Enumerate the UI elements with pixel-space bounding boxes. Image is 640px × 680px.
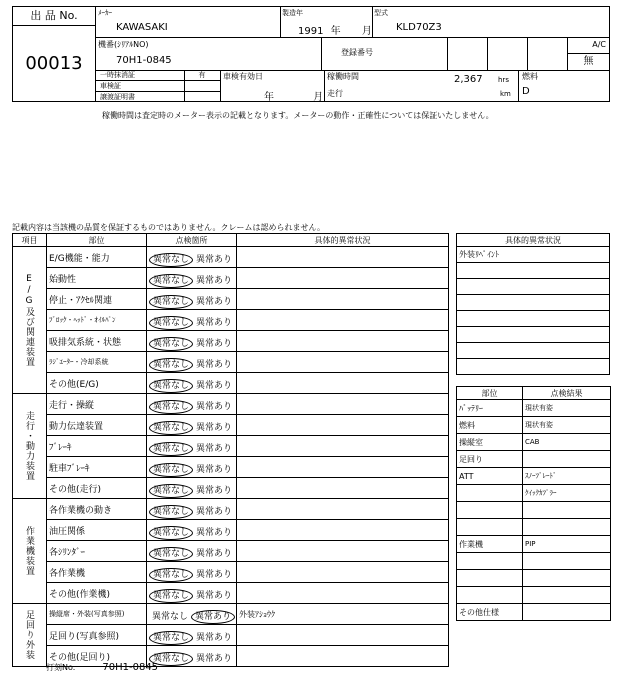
inspection-row bbox=[13, 436, 449, 457]
result-row bbox=[457, 417, 611, 434]
lot-number: 00013 bbox=[25, 53, 83, 74]
detail-row bbox=[457, 279, 610, 295]
part-cell: その他(走行) bbox=[47, 478, 147, 499]
result-value bbox=[523, 604, 611, 621]
detail-row bbox=[457, 263, 610, 279]
check-cell bbox=[147, 499, 237, 520]
status-ng: 異常あり bbox=[196, 654, 233, 664]
right-detail-title: 具体的異常状況 bbox=[457, 234, 610, 247]
status-ng: 異常あり bbox=[196, 465, 233, 475]
lot-label: 出 品 No. bbox=[13, 7, 95, 26]
result-value: CAB bbox=[523, 434, 611, 451]
part-cell: 各作業機 bbox=[47, 562, 147, 583]
col-item-header: 項目 bbox=[13, 234, 47, 247]
check-cell bbox=[147, 352, 237, 373]
status-ng: 異常あり bbox=[196, 381, 233, 391]
detail-text bbox=[457, 311, 610, 327]
col-detail-header: 具体的異常状況 bbox=[237, 234, 449, 247]
check-cell bbox=[147, 394, 237, 415]
ac-value: 無 bbox=[583, 56, 594, 67]
detail-cell bbox=[237, 415, 449, 436]
header-grid bbox=[96, 6, 610, 102]
check-cell bbox=[147, 373, 237, 394]
detail-cell bbox=[237, 247, 449, 268]
inspection-row bbox=[13, 604, 449, 625]
part-cell: その他(足回り) bbox=[47, 646, 147, 667]
reg-box-3 bbox=[527, 37, 568, 71]
inspection-row bbox=[13, 268, 449, 289]
model-cell bbox=[372, 7, 610, 38]
status-ok: 異常なし bbox=[149, 358, 193, 372]
header-section bbox=[12, 6, 610, 108]
stamp-number: 70H1-0845 bbox=[102, 662, 159, 673]
result-part bbox=[457, 502, 523, 519]
part-cell: 油圧関係 bbox=[47, 520, 147, 541]
reg-box-1 bbox=[447, 37, 488, 71]
result-part bbox=[457, 587, 523, 604]
detail-row bbox=[457, 327, 610, 343]
result-part: その他仕様 bbox=[457, 604, 523, 621]
part-cell: 走行・操縦 bbox=[47, 394, 147, 415]
check-cell bbox=[147, 646, 237, 667]
inspection-row bbox=[13, 352, 449, 373]
status-ok: 異常なし bbox=[149, 463, 193, 477]
year-label: 製造年 bbox=[282, 9, 303, 17]
detail-text bbox=[457, 279, 610, 295]
status-ok: 異常なし bbox=[149, 337, 193, 351]
status-ng: 異常あり bbox=[196, 591, 233, 601]
status-ng: 異常あり bbox=[196, 528, 233, 538]
maker-label: ﾒｰｶｰ bbox=[98, 9, 112, 17]
part-cell: 吸排気系統・状態 bbox=[47, 331, 147, 352]
result-row bbox=[457, 604, 611, 621]
status-ok: 異常なし bbox=[149, 442, 193, 456]
detail-cell bbox=[237, 331, 449, 352]
detail-cell bbox=[237, 289, 449, 310]
check-cell bbox=[147, 415, 237, 436]
result-row bbox=[457, 434, 611, 451]
hours-value: 2,367 bbox=[454, 74, 483, 85]
model-value: KLD70Z3 bbox=[396, 22, 442, 33]
reg-cell bbox=[321, 37, 448, 71]
status-ok: 異常なし bbox=[149, 253, 193, 267]
inspection-row bbox=[13, 562, 449, 583]
inspection-row bbox=[13, 394, 449, 415]
inspection-expiry-cell bbox=[220, 70, 325, 102]
hours-label: 稼働時間 bbox=[327, 72, 359, 81]
result-part bbox=[457, 570, 523, 587]
result-value: PIP bbox=[523, 536, 611, 553]
status-ng: 異常あり bbox=[196, 570, 233, 580]
reg-box-2 bbox=[487, 37, 528, 71]
status-ok: 異常なし bbox=[149, 421, 193, 435]
detail-cell bbox=[237, 499, 449, 520]
detail-text bbox=[457, 295, 610, 311]
result-part: ATT bbox=[457, 468, 523, 485]
status-ok: 異常なし bbox=[149, 652, 193, 666]
detail-cell bbox=[237, 583, 449, 604]
result-row bbox=[457, 553, 611, 570]
result-part bbox=[457, 485, 523, 502]
detail-cell bbox=[237, 562, 449, 583]
status-ok: 異常なし bbox=[149, 631, 193, 645]
result-part bbox=[457, 553, 523, 570]
detail-cell bbox=[237, 541, 449, 562]
result-value: ｸｲｯｸｶﾌﾟﾗｰ bbox=[523, 485, 611, 502]
detail-row bbox=[457, 343, 610, 359]
check-cell bbox=[147, 604, 237, 625]
status-ng: 異常あり bbox=[196, 444, 233, 454]
year-value: 1991 bbox=[298, 26, 324, 37]
detail-row bbox=[457, 359, 610, 375]
inspection-row bbox=[13, 289, 449, 310]
result-value bbox=[523, 570, 611, 587]
result-row bbox=[457, 485, 611, 502]
check-cell bbox=[147, 457, 237, 478]
status-ng: 異常あり bbox=[196, 276, 233, 286]
detail-cell: 外装ｱｼｮｳｸ bbox=[237, 604, 449, 625]
inspection-table bbox=[12, 233, 449, 667]
reg-label: 登録番号 bbox=[341, 48, 373, 57]
check-cell bbox=[147, 583, 237, 604]
inspection-row bbox=[13, 457, 449, 478]
transfer-cert-label: 譲渡証明書 bbox=[100, 93, 135, 101]
inspection-row bbox=[13, 499, 449, 520]
inspection-row bbox=[13, 541, 449, 562]
transfer-cert-mark bbox=[184, 92, 220, 102]
detail-cell bbox=[237, 478, 449, 499]
result-col-part: 部位 bbox=[457, 387, 523, 400]
status-ok: 異常なし bbox=[149, 568, 193, 582]
col-part-header: 部位 bbox=[47, 234, 147, 247]
result-row bbox=[457, 468, 611, 485]
fuel-value: D bbox=[522, 86, 530, 97]
ac-label-cell bbox=[567, 37, 610, 54]
km-unit: km bbox=[500, 90, 511, 98]
inspection-cert-mark bbox=[184, 81, 220, 92]
status-ng: 異常あり bbox=[196, 255, 233, 265]
result-value bbox=[523, 553, 611, 570]
detail-text bbox=[457, 327, 610, 343]
status-ng: 異常あり bbox=[196, 486, 233, 496]
ac-label: A/C bbox=[592, 40, 606, 49]
check-cell bbox=[147, 625, 237, 646]
col-check-header: 点検箇所 bbox=[147, 234, 237, 247]
detail-cell bbox=[237, 646, 449, 667]
inspection-row bbox=[13, 583, 449, 604]
detail-cell bbox=[237, 625, 449, 646]
status-ok: 異常なし bbox=[149, 274, 193, 288]
year-unit: 年 bbox=[330, 26, 341, 37]
cert-marks bbox=[184, 70, 221, 102]
result-part bbox=[457, 519, 523, 536]
result-part: 足回り bbox=[457, 451, 523, 468]
check-cell bbox=[147, 562, 237, 583]
status-ok: 異常なし bbox=[149, 295, 193, 309]
status-ok: 異常なし bbox=[149, 379, 193, 393]
maker-cell bbox=[96, 7, 281, 38]
group-label: 足回り外装 bbox=[13, 604, 47, 667]
part-cell: 駐車ﾌﾞﾚｰｷ bbox=[47, 457, 147, 478]
part-cell: 始動性 bbox=[47, 268, 147, 289]
part-cell: 足回り(写真参照) bbox=[47, 625, 147, 646]
check-cell bbox=[147, 247, 237, 268]
detail-text bbox=[457, 343, 610, 359]
status-ok: 異常なし bbox=[149, 316, 193, 330]
status-ok: 異常なし bbox=[149, 505, 193, 519]
travel-label: 走行 bbox=[327, 89, 343, 98]
part-cell: 動力伝達装置 bbox=[47, 415, 147, 436]
result-row bbox=[457, 502, 611, 519]
detail-row bbox=[457, 247, 610, 263]
detail-cell bbox=[237, 436, 449, 457]
result-part: 燃料 bbox=[457, 417, 523, 434]
inspection-row bbox=[13, 310, 449, 331]
inspection-month: 月 bbox=[313, 92, 324, 103]
status-ok: 異常なし bbox=[149, 547, 193, 561]
serial-cell bbox=[96, 37, 322, 71]
year-cell bbox=[280, 7, 373, 38]
group-label: 作業機装置 bbox=[13, 499, 47, 604]
result-row bbox=[457, 451, 611, 468]
result-value: 現状有姿 bbox=[523, 400, 611, 417]
detail-text: 外装ﾘﾍﾟｲﾝﾄ bbox=[457, 247, 610, 263]
status-ng: 異常あり bbox=[191, 610, 235, 624]
result-col-result: 点検結果 bbox=[523, 387, 611, 400]
check-cell bbox=[147, 520, 237, 541]
hours-note: 稼働時間は査定時のメーター表示の記載となります。メーターの動作・正確性については保証いたしません。 bbox=[102, 111, 494, 120]
status-ng: 異常あり bbox=[196, 633, 233, 643]
check-cell bbox=[147, 310, 237, 331]
status-ng: 異常あり bbox=[196, 297, 233, 307]
inspection-expiry-label: 車検有効日 bbox=[223, 72, 263, 81]
group-label: E/G及び関連装置 bbox=[13, 247, 47, 394]
result-value: 現状有姿 bbox=[523, 417, 611, 434]
fuel-cell bbox=[518, 70, 610, 102]
detail-row bbox=[457, 295, 610, 311]
right-result-table bbox=[456, 386, 611, 621]
right-detail-table bbox=[456, 233, 610, 375]
status-ng: 異常あり bbox=[196, 402, 233, 412]
status-ng: 異常あり bbox=[196, 360, 233, 370]
result-value: ｽﾉｰﾌﾞﾚｰﾄﾞ bbox=[523, 468, 611, 485]
month-unit: 月 bbox=[361, 26, 372, 37]
inspection-cert-label: 車検証 bbox=[96, 81, 184, 92]
temp-permit-mark: 有 bbox=[184, 70, 220, 81]
detail-cell bbox=[237, 310, 449, 331]
result-row bbox=[457, 400, 611, 417]
inspection-row bbox=[13, 520, 449, 541]
detail-text bbox=[457, 359, 610, 375]
check-cell bbox=[147, 436, 237, 457]
detail-cell bbox=[237, 373, 449, 394]
part-cell: ﾌﾞﾛｯｸ・ﾍｯﾄﾞ・ｵｲﾙﾊﾟﾝ bbox=[47, 310, 147, 331]
maker-value: KAWASAKI bbox=[116, 22, 168, 33]
status-ng: 異常あり bbox=[196, 549, 233, 559]
result-row bbox=[457, 570, 611, 587]
status-ok: 異常なし bbox=[149, 484, 193, 498]
part-cell: その他(E/G) bbox=[47, 373, 147, 394]
result-value bbox=[523, 587, 611, 604]
part-cell: E/G機能・能力 bbox=[47, 247, 147, 268]
result-part: 作業機 bbox=[457, 536, 523, 553]
model-label: 型式 bbox=[374, 9, 388, 17]
inspection-row bbox=[13, 478, 449, 499]
result-row bbox=[457, 536, 611, 553]
detail-text bbox=[457, 263, 610, 279]
fuel-label: 燃料 bbox=[522, 72, 538, 81]
lot-box bbox=[12, 6, 96, 102]
part-cell: 各ｼﾘﾝﾀﾞｰ bbox=[47, 541, 147, 562]
result-value bbox=[523, 502, 611, 519]
quality-note: 記載内容は当該機の品質を保証するものではありません。クレームは認められません。 bbox=[12, 223, 325, 232]
inspection-year: 年 bbox=[264, 92, 274, 103]
detail-cell bbox=[237, 268, 449, 289]
inspection-row bbox=[13, 247, 449, 268]
result-value bbox=[523, 451, 611, 468]
hours-unit: hrs bbox=[498, 76, 509, 84]
ac-value-cell bbox=[567, 54, 610, 71]
group-label: 走行・動力装置 bbox=[13, 394, 47, 499]
status-ok: 異常なし bbox=[149, 589, 193, 603]
part-cell: 各作業機の動き bbox=[47, 499, 147, 520]
detail-row bbox=[457, 311, 610, 327]
inspection-row bbox=[13, 625, 449, 646]
inspection-header-row bbox=[13, 234, 449, 247]
serial-label: 機番(ｼﾘｱﾙNO) bbox=[98, 40, 149, 49]
result-part: 操縦室 bbox=[457, 434, 523, 451]
check-cell bbox=[147, 478, 237, 499]
result-value bbox=[523, 519, 611, 536]
part-cell: ﾗｼﾞｴｰﾀｰ・冷却系統 bbox=[47, 352, 147, 373]
status-ok: 異常なし bbox=[149, 400, 193, 414]
detail-cell bbox=[237, 457, 449, 478]
check-cell bbox=[147, 331, 237, 352]
detail-cell bbox=[237, 352, 449, 373]
check-cell bbox=[147, 268, 237, 289]
status-ok: 異常なし bbox=[152, 612, 189, 622]
serial-value: 70H1-0845 bbox=[116, 55, 172, 66]
inspection-row bbox=[13, 331, 449, 352]
status-ng: 異常あり bbox=[196, 339, 233, 349]
stamp-row bbox=[46, 655, 158, 674]
status-ng: 異常あり bbox=[196, 318, 233, 328]
status-ng: 異常あり bbox=[196, 423, 233, 433]
status-ng: 異常あり bbox=[196, 507, 233, 517]
hours-cell bbox=[324, 70, 519, 102]
check-cell bbox=[147, 289, 237, 310]
detail-cell bbox=[237, 394, 449, 415]
status-ok: 異常なし bbox=[149, 526, 193, 540]
result-row bbox=[457, 519, 611, 536]
result-part: ﾊﾞｯﾃﾘｰ bbox=[457, 400, 523, 417]
inspection-row bbox=[13, 373, 449, 394]
stamp-label: 打刻No. bbox=[46, 663, 76, 672]
part-cell: その他(作業機) bbox=[47, 583, 147, 604]
cert-labels bbox=[96, 70, 185, 102]
check-cell bbox=[147, 541, 237, 562]
part-cell: ﾌﾞﾚｰｷ bbox=[47, 436, 147, 457]
part-cell: 操縦席・外装(写真参照) bbox=[47, 604, 147, 625]
result-row bbox=[457, 587, 611, 604]
part-cell: 停止・ｱｸｾﾙ関連 bbox=[47, 289, 147, 310]
inspection-row bbox=[13, 415, 449, 436]
temp-permit-label: 一時抹消証 bbox=[96, 70, 184, 81]
detail-cell bbox=[237, 520, 449, 541]
